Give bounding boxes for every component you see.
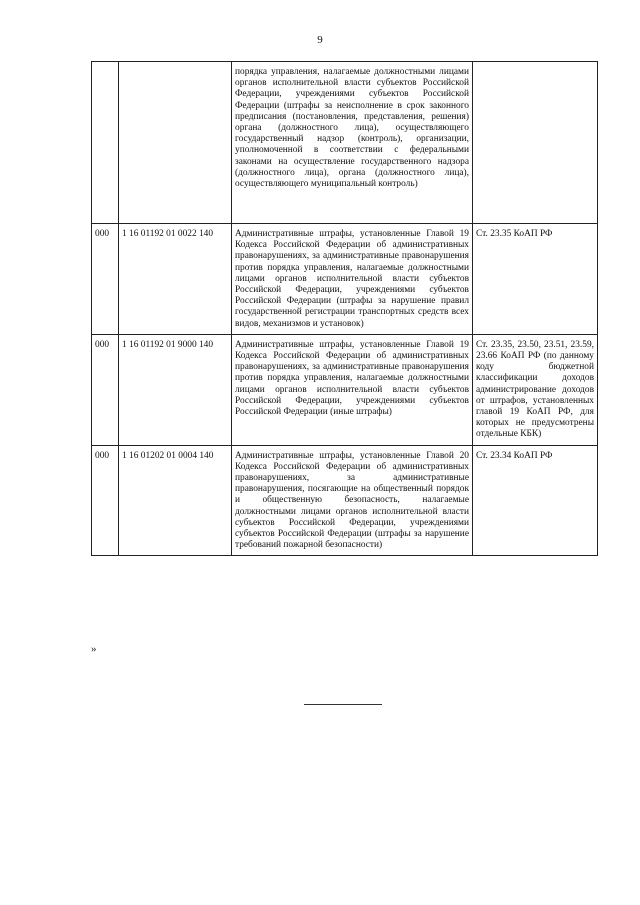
kbk-code-cell: 1 16 01202 01 0004 140: [119, 445, 232, 556]
legal-reference-cell: Ст. 23.35, 23.50, 23.51, 23.59, 23.66 КоАП РФ (по данному коду бюджетной классификации доходов администрирование доходов от штрафов, установленных главой 19 КоАП РФ, для которых не предусмотрены отдельные КБК): [473, 334, 598, 445]
kbk-table: [91, 61, 598, 556]
description-cell: порядка управления, налагаемые должностными лицами органов исполнительной власти субъектов Российской Федерации, учреждениями субъектов Российской Федерации (штрафы за неисполнение в срок законного предписания (постановления, представления, решения) органа (должностного лица), осуществляющего государственный надзор (контроль), организации, уполномоченной в соответствии с федеральными законами на осуществление государственного надзора (должностного лица), органа (должностного лица), осуществляющего муниципальный контроль): [232, 62, 473, 224]
admin-code-cell: 000: [92, 334, 119, 445]
description-cell: Административные штрафы, установленные Главой 19 Кодекса Российской Федерации об административных правонарушениях, за административные правонарушения против порядка управления, налагаемые должностными лицами органов исполнительной власти субъектов Российской Федерации, учреждениями субъектов Российской Федерации (иные штрафы): [232, 334, 473, 445]
legal-reference-cell: Ст. 23.34 КоАП РФ: [473, 445, 598, 556]
closing-quote-mark: »: [91, 643, 97, 655]
admin-code-cell: 000: [92, 445, 119, 556]
end-divider-line: [304, 704, 382, 705]
table-row: [92, 62, 598, 224]
kbk-code-cell: 1 16 01192 01 9000 140: [119, 334, 232, 445]
description-cell: Административные штрафы, установленные Главой 19 Кодекса Российской Федерации об административных правонарушениях, за административные правонарушения против порядка управления, налагаемые должностными лицами органов исполнительной власти субъектов Российской Федерации, учреждениями субъектов Российской Федерации (штрафы за нарушение правил государственной регистрации транспортных средств всех видов, механизмов и установок): [232, 224, 473, 335]
page-number: 9: [317, 34, 323, 46]
table-row: [92, 334, 598, 445]
legal-reference-cell: Ст. 23.35 КоАП РФ: [473, 224, 598, 335]
admin-code-cell: [92, 62, 119, 224]
kbk-code-cell: 1 16 01192 01 0022 140: [119, 224, 232, 335]
table-row: [92, 224, 598, 335]
kbk-code-cell: [119, 62, 232, 224]
table-row: [92, 445, 598, 556]
admin-code-cell: 000: [92, 224, 119, 335]
legal-reference-cell: [473, 62, 598, 224]
description-cell: Административные штрафы, установленные Главой 20 Кодекса Российской Федерации об административных правонарушениях, за административные правонарушения, посягающие на общественный порядок и общественную безопасность, налагаемые должностными лицами органов исполнительной власти субъектов Российской Федерации, учреждениями субъектов Российской Федерации (штрафы за нарушение требований пожарной безопасности): [232, 445, 473, 556]
